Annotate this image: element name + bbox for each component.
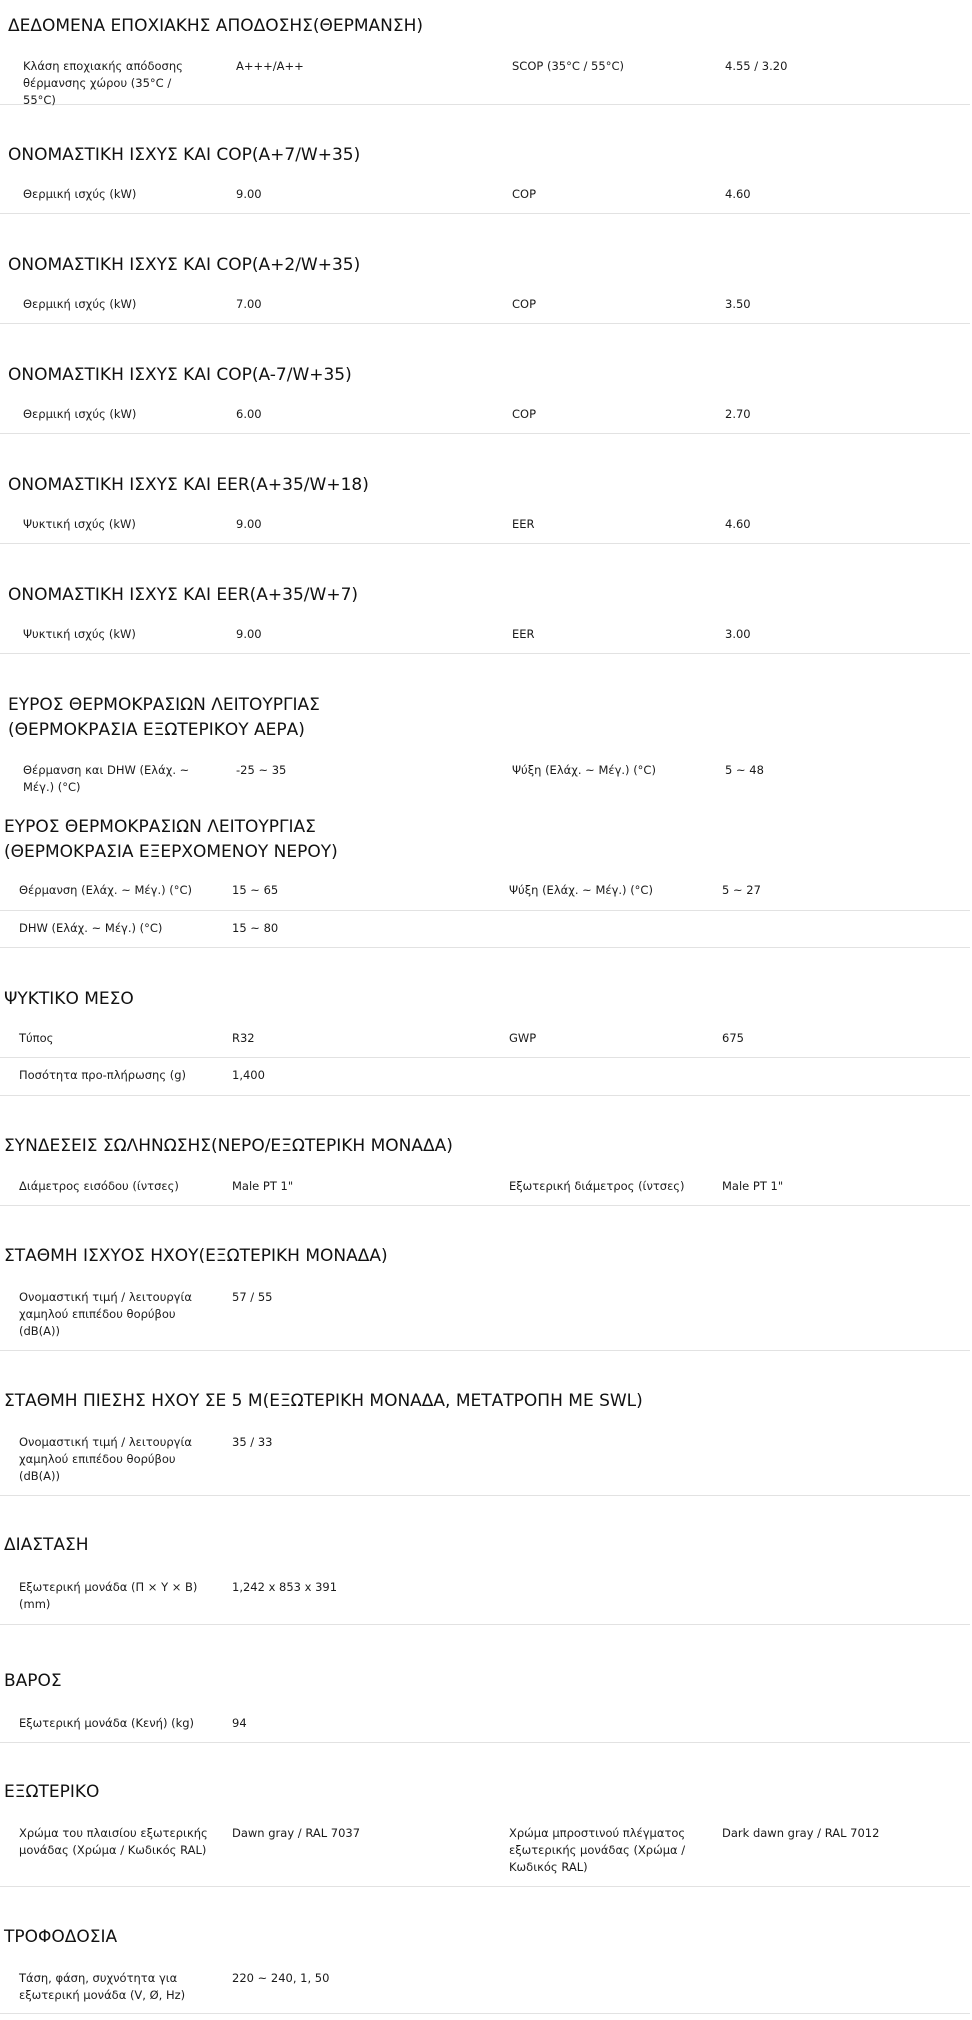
spec-value: 2.70 xyxy=(725,407,751,421)
spec-label: Θέρμανση και DHW (Ελάχ. ~ Μέγ.) (°C) xyxy=(23,763,190,794)
spec-label: Ποσότητα προ-πλήρωσης (g) xyxy=(19,1068,186,1082)
spec-label: Θέρμανση (Ελάχ. ~ Μέγ.) (°C) xyxy=(19,883,192,897)
section-title: ΒΑΡΟΣ xyxy=(4,1671,62,1691)
section-title: ΟΝΟΜΑΣΤΙΚΗ ΙΣΧΥΣ ΚΑΙ COP(A+2/W+35) xyxy=(8,255,361,275)
spec-row xyxy=(0,1023,970,1058)
spec-value: A+++/A++ xyxy=(236,59,304,73)
spec-label: Ψυκτική ισχύς (kW) xyxy=(23,517,136,531)
spec-row xyxy=(0,1818,970,1887)
section-title: ΣΤΑΘΜΗ ΙΣΧΥΟΣ ΗΧΟΥ(ΕΞΩΤΕΡΙΚΗ ΜΟΝΑΔΑ) xyxy=(4,1246,388,1266)
spec-value: R32 xyxy=(232,1031,255,1045)
spec-row xyxy=(0,402,970,434)
section-title: ΣΥΝΔΕΣΕΙΣ ΣΩΛΗΝΩΣΗΣ(ΝΕΡΟ/ΕΞΩΤΕΡΙΚΗ ΜΟΝΑΔΑ) xyxy=(4,1136,453,1156)
spec-label: Εξωτερική μονάδα (Π × Υ × Β) (mm) xyxy=(19,1580,198,1611)
spec-label: Κλάση εποχιακής απόδοσης θέρμανσης χώρου (35°C / 55°C) xyxy=(23,59,183,107)
spec-label: Ονομαστική τιμή / λειτουργία χαμηλού επιπέδου θορύβου (dB(A)) xyxy=(19,1435,192,1483)
spec-label: Τάση, φάση, συχνότητα για εξωτερική μονάδα (V, Ø, Hz) xyxy=(19,1971,186,2002)
spec-label: Χρώμα μπροστινού πλέγματος εξωτερικής μονάδας (Χρώμα / Κωδικός RAL) xyxy=(509,1826,686,1874)
spec-value: 15 ~ 80 xyxy=(232,921,279,935)
spec-value: 7.00 xyxy=(236,297,262,311)
spec-value: 220 ~ 240, 1, 50 xyxy=(232,1971,330,1985)
spec-row xyxy=(0,1708,970,1743)
spec-value: 5 ~ 27 xyxy=(722,883,761,897)
spec-value: Male PT 1" xyxy=(232,1179,294,1193)
section-title: ΟΝΟΜΑΣΤΙΚΗ ΙΣΧΥΣ ΚΑΙ COP(A-7/W+35) xyxy=(8,365,352,385)
spec-row xyxy=(0,911,970,948)
section-title: ΟΝΟΜΑΣΤΙΚΗ ΙΣΧΥΣ ΚΑΙ EER(A+35/W+18) xyxy=(8,475,369,495)
spec-label: Διάμετρος εισόδου (ίντσες) xyxy=(19,1179,179,1193)
spec-label: Θερμική ισχύς (kW) xyxy=(23,297,137,311)
spec-label: Ψυκτική ισχύς (kW) xyxy=(23,627,136,641)
spec-label: EER xyxy=(512,627,535,641)
spec-label: COP xyxy=(512,187,537,201)
section-title: ΤΡΟΦΟΔΟΣΙΑ xyxy=(4,1927,118,1947)
spec-row xyxy=(0,1170,970,1206)
section-title: ΔΕΔΟΜΕΝΑ ΕΠΟΧΙΑΚΗΣ ΑΠΟΔΟΣΗΣ(ΘΕΡΜΑΝΣΗ) xyxy=(8,16,424,36)
section-title: ΟΝΟΜΑΣΤΙΚΗ ΙΣΧΥΣ ΚΑΙ COP(A+7/W+35) xyxy=(8,145,361,165)
section-title: ΨΥΚΤΙΚΟ ΜΕΣΟ xyxy=(4,989,134,1009)
spec-value: Dawn gray / RAL 7037 xyxy=(232,1826,361,1840)
section-title: ΣΤΑΘΜΗ ΠΙΕΣΗΣ ΗΧΟΥ ΣΕ 5 Μ(ΕΞΩΤΕΡΙΚΗ ΜΟΝΑΔΑ, ΜΕΤΑΤΡΟΠΗ ΜΕ SWL) xyxy=(4,1391,643,1411)
spec-value: 4.60 xyxy=(725,187,751,201)
spec-label: Θερμική ισχύς (kW) xyxy=(23,407,137,421)
spec-value: 675 xyxy=(722,1031,744,1045)
spec-value: 15 ~ 65 xyxy=(232,883,279,897)
spec-label: Τύπος xyxy=(19,1031,54,1045)
spec-value: 9.00 xyxy=(236,627,262,641)
spec-value: 3.00 xyxy=(725,627,751,641)
spec-row xyxy=(0,512,970,544)
spec-label: Θερμική ισχύς (kW) xyxy=(23,187,137,201)
spec-value: 57 / 55 xyxy=(232,1290,273,1304)
spec-row xyxy=(0,758,970,808)
spec-label: Ψύξη (Ελάχ. ~ Μέγ.) (°C) xyxy=(512,763,656,777)
spec-row xyxy=(0,1282,970,1351)
spec-label: Εξωτερική μονάδα (Κενή) (kg) xyxy=(19,1716,195,1730)
spec-label: COP xyxy=(512,407,537,421)
spec-label: SCOP (35°C / 55°C) xyxy=(512,59,624,73)
section-title-line2: (ΘΕΡΜΟΚΡΑΣΙΑ ΕΞΕΡΧΟΜΕΝΟΥ ΝΕΡΟΥ) xyxy=(4,842,338,862)
spec-label: EER xyxy=(512,517,535,531)
spec-label: COP xyxy=(512,297,537,311)
spec-label: GWP xyxy=(509,1031,537,1045)
spec-label: DHW (Ελάχ. ~ Μέγ.) (°C) xyxy=(19,921,163,935)
spec-value: -25 ~ 35 xyxy=(236,763,287,777)
spec-row xyxy=(0,876,970,911)
section-title: ΕΞΩΤΕΡΙΚΟ xyxy=(4,1782,100,1802)
spec-label: Εξωτερική διάμετρος (ίντσες) xyxy=(509,1179,685,1193)
spec-row xyxy=(0,1058,970,1096)
spec-row xyxy=(0,1963,970,2014)
spec-value: Dark dawn gray / RAL 7012 xyxy=(722,1826,880,1840)
spec-row xyxy=(0,292,970,324)
spec-value: 6.00 xyxy=(236,407,262,421)
spec-row xyxy=(0,1427,970,1496)
spec-value: 9.00 xyxy=(236,517,262,531)
spec-value: 9.00 xyxy=(236,187,262,201)
spec-label: Ψύξη (Ελάχ. ~ Μέγ.) (°C) xyxy=(509,883,653,897)
section-title: ΔΙΑΣΤΑΣΗ xyxy=(4,1535,89,1555)
section-title-line1: ΕΥΡΟΣ ΘΕΡΜΟΚΡΑΣΙΩΝ ΛΕΙΤΟΥΡΓΙΑΣ xyxy=(4,817,316,837)
spec-row xyxy=(0,182,970,214)
spec-row xyxy=(0,622,970,654)
section-title-line1: ΕΥΡΟΣ ΘΕΡΜΟΚΡΑΣΙΩΝ ΛΕΙΤΟΥΡΓΙΑΣ xyxy=(8,695,320,715)
spec-value: 4.55 / 3.20 xyxy=(725,59,788,73)
spec-value: 1,400 xyxy=(232,1068,265,1082)
spec-row xyxy=(0,54,970,105)
spec-value: 35 / 33 xyxy=(232,1435,273,1449)
spec-value: 4.60 xyxy=(725,517,751,531)
section-title-line2: (ΘΕΡΜΟΚΡΑΣΙΑ ΕΞΩΤΕΡΙΚΟΥ ΑΕΡΑ) xyxy=(8,720,305,740)
spec-value: 1,242 x 853 x 391 xyxy=(232,1580,338,1594)
spec-value: 5 ~ 48 xyxy=(725,763,764,777)
spec-label: Χρώμα του πλαισίου εξωτερικής μονάδας (Χρώμα / Κωδικός RAL) xyxy=(19,1826,208,1857)
spec-label: Ονομαστική τιμή / λειτουργία χαμηλού επιπέδου θορύβου (dB(A)) xyxy=(19,1290,192,1338)
spec-value: 3.50 xyxy=(725,297,751,311)
spec-value: 94 xyxy=(232,1716,247,1730)
spec-value: Male PT 1" xyxy=(722,1179,784,1193)
section-title: ΟΝΟΜΑΣΤΙΚΗ ΙΣΧΥΣ ΚΑΙ EER(A+35/W+7) xyxy=(8,585,359,605)
spec-row xyxy=(0,1572,970,1625)
